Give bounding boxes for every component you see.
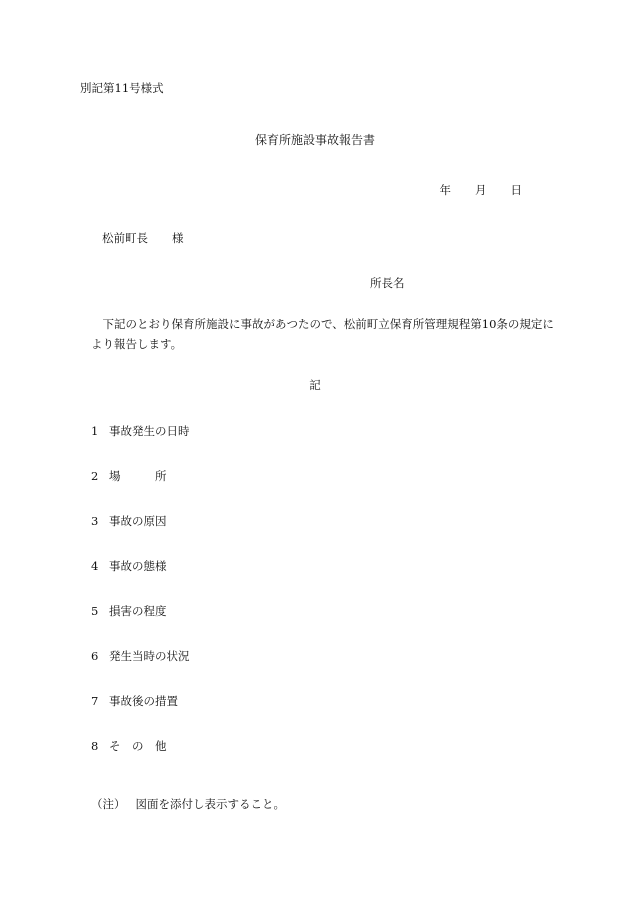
footnote-label: （注） <box>91 797 126 811</box>
item-label: 発生当時の状況 <box>109 649 190 663</box>
item-label: 事故の原因 <box>109 514 167 528</box>
list-item <box>91 469 190 514</box>
item-label: 事故の態様 <box>109 559 167 573</box>
year-label: 年 <box>439 183 451 197</box>
date-line <box>440 183 523 198</box>
item-number: 6 <box>91 649 99 663</box>
item-label: 損害の程度 <box>109 604 167 618</box>
addressee-honorific: 様 <box>172 231 184 245</box>
item-number: 7 <box>91 694 99 708</box>
item-label: 場 所 <box>109 469 167 483</box>
footnote-text: 図面を添付し表示すること。 <box>135 797 285 811</box>
addressee-name: 松前町長 <box>102 231 148 245</box>
list-item <box>91 649 190 694</box>
item-number: 1 <box>91 424 99 438</box>
month-label: 月 <box>475 183 487 197</box>
item-number: 5 <box>91 604 99 618</box>
report-body-text: 下記のとおり保育所施設に事故があつたので、松前町立保育所管理規程第10条の規定により報告します。 <box>91 317 554 351</box>
list-item <box>91 559 190 604</box>
day-label: 日 <box>510 183 522 197</box>
form-number: 別記第11号様式 <box>80 81 164 95</box>
document-title: 保育所施設事故報告書 <box>254 133 375 147</box>
item-number: 8 <box>91 739 99 753</box>
list-item <box>91 424 190 469</box>
item-number: 4 <box>91 559 99 573</box>
addressee <box>102 231 184 246</box>
item-label: 事故発生の日時 <box>109 424 190 438</box>
list-item <box>91 694 190 739</box>
list-item <box>91 739 190 784</box>
item-number: 3 <box>91 514 99 528</box>
footnote <box>91 797 285 812</box>
ki-heading: 記 <box>309 378 321 392</box>
director-name-label: 所長名 <box>370 276 405 290</box>
item-label: そ の 他 <box>109 739 167 753</box>
report-items-list <box>91 424 190 784</box>
item-label: 事故後の措置 <box>109 694 178 708</box>
list-item <box>91 514 190 559</box>
list-item <box>91 604 190 649</box>
item-number: 2 <box>91 469 99 483</box>
